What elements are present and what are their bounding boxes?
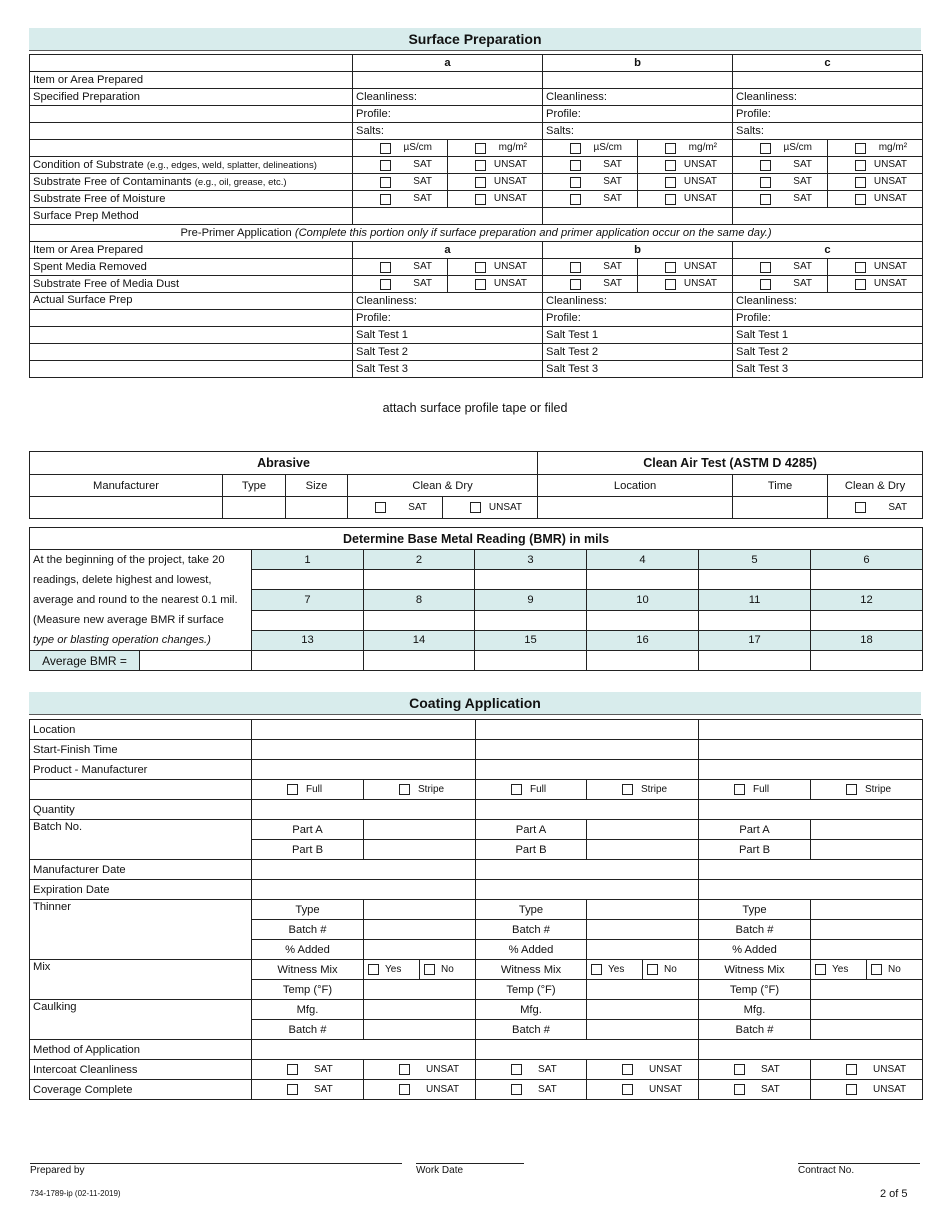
bmr-reading-input[interactable] [587,651,699,671]
prepared-by-label: Prepared by [30,1165,85,1176]
salts-b[interactable]: Salts: [543,123,733,140]
prepared-by-line[interactable] [30,1163,402,1164]
bmr-num: 4 [587,550,699,570]
bmr-num: 17 [699,630,811,650]
blank-cell [30,106,353,123]
checkbox[interactable] [734,784,745,795]
work-date-line[interactable] [416,1163,524,1164]
contract-no-line[interactable] [798,1163,920,1164]
preprimer-heading: Pre-Primer Application (Complete this portion only if surface preparation and primer application occur on the same day.) [30,225,923,242]
checkbox[interactable] [855,143,866,154]
input-cell[interactable] [699,720,923,740]
checkbox[interactable] [665,177,676,188]
input-cell[interactable] [699,740,923,760]
input-cell[interactable] [811,980,923,1000]
unit-cell: mg/m² [828,140,923,157]
attach-note: attach surface profile tape or filed [382,401,568,415]
input-cell[interactable] [252,1040,476,1060]
bmr-num: 6 [811,550,923,570]
moisture-label: Substrate Free of Moisture [30,191,353,208]
input-cell[interactable] [364,920,476,940]
actual-profile-a[interactable]: Profile: [353,310,543,327]
bmr-reading-input[interactable] [699,570,811,590]
unit-cell: mg/m² [638,140,733,157]
salts-a[interactable]: Salts: [353,123,543,140]
salt-test-1-b[interactable]: Salt Test 1 [543,327,733,344]
input-cell[interactable] [364,900,476,920]
input-cell[interactable] [252,860,476,880]
abrasive-clean-dry-header: Clean & Dry [348,475,538,497]
contract-no-label: Contract No. [798,1165,855,1176]
blank-cell [30,140,353,157]
bmr-reading-input[interactable] [811,651,923,671]
input-cell[interactable] [252,760,476,780]
bmr-num: 18 [811,630,923,650]
clean-air-title: Clean Air Test (ASTM D 4285) [538,452,923,475]
input-cell[interactable] [587,920,699,940]
work-date-label: Work Date [416,1165,464,1176]
checkbox[interactable] [570,143,581,154]
blank-cell [30,361,353,378]
input-cell[interactable] [699,880,923,900]
time-header: Time [733,475,828,497]
bmr-reading-input[interactable] [364,651,475,671]
checkbox[interactable] [470,502,481,513]
checkbox[interactable] [287,1064,298,1075]
salt-test-3-b[interactable]: Salt Test 3 [543,361,733,378]
input-cell[interactable] [476,760,699,780]
page-number: 2 of 5 [880,1188,908,1200]
bmr-title: Determine Base Metal Reading (BMR) in mils [30,528,923,550]
cleanliness-c[interactable]: Cleanliness: [733,89,923,106]
col-a-header-2: a [353,242,543,259]
checkbox[interactable] [380,262,391,273]
type-header: Type [223,475,286,497]
profile-c[interactable]: Profile: [733,106,923,123]
start-finish-label: Start-Finish Time [30,740,252,760]
actual-cleanliness-c[interactable]: Cleanliness: [733,293,923,310]
checkbox[interactable] [846,1084,857,1095]
checkbox[interactable] [622,1064,633,1075]
product-label: Product - Manufacturer [30,760,252,780]
average-bmr-label: Average BMR = [30,651,140,671]
item-area-b[interactable] [543,72,733,89]
blank-cell [30,55,353,72]
checkbox[interactable] [380,177,391,188]
bmr-num: 5 [699,550,811,570]
input-cell[interactable] [476,880,699,900]
batch-no-label: Batch No. [30,820,252,860]
checkbox[interactable] [475,143,486,154]
checkbox[interactable] [760,160,771,171]
bmr-num: 11 [699,590,811,610]
bmr-reading-input[interactable] [475,651,587,671]
item-area-label: Item or Area Prepared [30,72,353,89]
prep-method-label: Surface Prep Method [30,208,353,225]
mix-label: Mix [30,960,252,1000]
bmr-num: 13 [252,630,364,650]
condition-label: Condition of Substrate (e.g., edges, weld, splatter, delineations) [30,157,353,174]
size-header: Size [286,475,348,497]
checkbox[interactable] [622,1084,633,1095]
checkbox[interactable] [475,160,486,171]
bmr-num: 7 [252,590,364,610]
checkbox[interactable] [511,784,522,795]
contaminants-label: Substrate Free of Contaminants (e.g., oil, grease, etc.) [30,174,353,191]
salt-test-2-a[interactable]: Salt Test 2 [353,344,543,361]
bmr-num: 16 [587,630,699,650]
col-a-header: a [353,55,543,72]
bmr-reading-input[interactable] [699,610,811,630]
checkbox[interactable] [665,279,676,290]
actual-cleanliness-b[interactable]: Cleanliness: [543,293,733,310]
bmr-reading-input[interactable] [587,610,699,630]
input-cell[interactable] [252,740,476,760]
checkbox[interactable] [399,1064,410,1075]
unit-cell: µS/cm [543,140,638,157]
spent-media-label: Spent Media Removed [30,259,353,276]
checkbox[interactable] [511,1064,522,1075]
input-cell[interactable] [476,1040,699,1060]
salts-c[interactable]: Salts: [733,123,923,140]
location-header: Location [538,475,733,497]
input-cell[interactable] [699,860,923,880]
input-cell[interactable] [252,800,476,820]
cleanliness-b[interactable]: Cleanliness: [543,89,733,106]
actual-cleanliness-a[interactable]: Cleanliness: [353,293,543,310]
bmr-reading-input[interactable] [475,570,587,590]
bmr-num: 14 [364,630,475,650]
checkbox[interactable] [760,143,771,154]
quantity-label: Quantity [30,800,252,820]
blank-cell [30,780,252,800]
clean-air-time-input[interactable] [733,497,828,519]
bmr-num: 9 [475,590,587,610]
bmr-reading-input[interactable] [252,610,364,630]
checkbox[interactable] [734,1084,745,1095]
col-c-header: c [733,55,923,72]
input-cell[interactable] [587,1000,699,1020]
checkbox[interactable] [475,194,486,205]
input-cell[interactable] [364,980,476,1000]
location-label: Location [30,720,252,740]
checkbox[interactable] [475,262,486,273]
media-dust-label: Substrate Free of Media Dust [30,276,353,293]
abrasive-title: Abrasive [30,452,538,475]
checkbox[interactable] [570,262,581,273]
bmr-reading-input[interactable] [475,610,587,630]
input-cell[interactable] [587,900,699,920]
bmr-num: 15 [475,630,587,650]
checkbox[interactable] [380,143,391,154]
unit-cell: µS/cm [733,140,828,157]
input-cell[interactable] [587,1020,699,1040]
bmr-reading-input[interactable] [587,570,699,590]
checkbox[interactable] [815,964,826,975]
bmr-instructions: At the beginning of the project, take 20 readings, delete highest and lowest, average and round to the nearest 0.1 mil. (Measure new average BMR if surface type or blasting operation changes.) [30,550,252,651]
input-cell[interactable] [699,760,923,780]
checkbox[interactable] [570,177,581,188]
blank-cell [30,327,353,344]
col-b-header-2: b [543,242,733,259]
input-cell[interactable] [699,1040,923,1060]
input-cell[interactable] [811,1000,923,1020]
checkbox[interactable] [475,177,486,188]
mfr-date-label: Manufacturer Date [30,860,252,880]
checkbox[interactable] [399,784,410,795]
checkbox[interactable] [424,964,435,975]
abrasive-size-input[interactable] [286,497,348,519]
salt-test-2-b[interactable]: Salt Test 2 [543,344,733,361]
checkbox[interactable] [380,279,391,290]
abrasive-type-input[interactable] [223,497,286,519]
checkbox[interactable] [665,262,676,273]
exp-date-label: Expiration Date [30,880,252,900]
input-cell[interactable] [364,1020,476,1040]
prep-method-c[interactable] [733,208,923,225]
coating-title: Coating Application [29,692,921,715]
input-cell[interactable] [811,840,923,860]
checkbox[interactable] [570,279,581,290]
input-cell[interactable] [364,940,476,960]
bmr-num: 10 [587,590,699,610]
checkbox[interactable] [399,1084,410,1095]
checkbox[interactable] [665,143,676,154]
input-cell[interactable] [811,920,923,940]
checkbox[interactable] [855,262,866,273]
checkbox[interactable] [591,964,602,975]
input-cell[interactable] [587,980,699,1000]
checkbox[interactable] [760,177,771,188]
bmr-reading-input[interactable] [252,570,364,590]
salt-test-2-c[interactable]: Salt Test 2 [733,344,923,361]
prep-method-a[interactable] [353,208,543,225]
checkbox[interactable] [734,1064,745,1075]
input-cell[interactable] [587,840,699,860]
thinner-label: Thinner [30,900,252,960]
profile-b[interactable]: Profile: [543,106,733,123]
checkbox[interactable] [855,502,866,513]
coating-table: Location Start-Finish Time Product - Manufacturer Full Stripe Full Stripe Full Stripe Quantity Batch No. Part A Part A Part A Part B Part B Part B Manufacturer Date Expiration Date Thinner Type Type Type Batch # Batch # Batch # % Added % Added % Added Mix Witness Mix Yes No Witness Mix Yes No Witness Mix Yes No Temp (°F) Temp (°F) Temp (°F) Caulking Mfg. Mfg. Mfg. Batch # Batch # Batch # Method of Application Intercoat Cleanliness SAT UNSAT SAT UNSAT SAT UNSAT Coverage Complete SAT UNSAT SAT UNSAT SAT UNSAT [29,719,923,1100]
coverage-label: Coverage Complete [30,1080,252,1100]
checkbox[interactable] [368,964,379,975]
input-cell[interactable] [476,720,699,740]
checkbox[interactable] [665,160,676,171]
salt-test-1-c[interactable]: Salt Test 1 [733,327,923,344]
item-area-a[interactable] [353,72,543,89]
abrasive-manufacturer-input[interactable] [30,497,223,519]
actual-profile-b[interactable]: Profile: [543,310,733,327]
intercoat-label: Intercoat Cleanliness [30,1060,252,1080]
profile-a[interactable]: Profile: [353,106,543,123]
bmr-table [29,527,923,671]
bmr-reading-input[interactable] [699,651,811,671]
checkbox[interactable] [855,160,866,171]
input-cell[interactable] [364,820,476,840]
manufacturer-header: Manufacturer [30,475,223,497]
col-b-header: b [543,55,733,72]
blank-cell [30,310,353,327]
checkbox[interactable] [855,279,866,290]
caulking-label: Caulking [30,1000,252,1040]
bmr-reading-input[interactable] [364,610,475,630]
actual-profile-c[interactable]: Profile: [733,310,923,327]
item-area-c[interactable] [733,72,923,89]
bmr-num: 2 [364,550,475,570]
checkbox[interactable] [855,177,866,188]
blank-cell [30,344,353,361]
checkbox[interactable] [855,194,866,205]
input-cell[interactable] [811,1020,923,1040]
checkbox[interactable] [647,964,658,975]
checkbox[interactable] [380,160,391,171]
input-cell[interactable] [699,800,923,820]
checkbox[interactable] [287,1084,298,1095]
average-bmr-input[interactable] [140,651,252,671]
form-id: 734-1789-ip (02-11-2019) [30,1189,121,1198]
checkbox[interactable] [871,964,882,975]
checkbox[interactable] [375,502,386,513]
input-cell[interactable] [364,1000,476,1020]
prep-method-b[interactable] [543,208,733,225]
input-cell[interactable] [587,820,699,840]
checkbox[interactable] [760,279,771,290]
input-cell[interactable] [252,720,476,740]
col-c-header-2: c [733,242,923,259]
checkbox[interactable] [622,784,633,795]
input-cell[interactable] [252,880,476,900]
unit-cell: µS/cm [353,140,448,157]
checkbox[interactable] [760,262,771,273]
input-cell[interactable] [587,940,699,960]
checkbox[interactable] [570,194,581,205]
input-cell[interactable] [811,820,923,840]
unit-cell: mg/m² [448,140,543,157]
salt-test-3-a[interactable]: Salt Test 3 [353,361,543,378]
salt-test-3-c[interactable]: Salt Test 3 [733,361,923,378]
input-cell[interactable] [811,900,923,920]
checkbox[interactable] [511,1084,522,1095]
bmr-num: 3 [475,550,587,570]
blank-cell [30,123,353,140]
input-cell[interactable] [811,940,923,960]
checkbox[interactable] [380,194,391,205]
bmr-num: 8 [364,590,475,610]
clean-air-location-input[interactable] [538,497,733,519]
abrasive-table: Abrasive Clean Air Test (ASTM D 4285) Manufacturer Type Size Clean & Dry Location Time Clean & Dry SAT UNSAT SAT [29,451,923,519]
bmr-reading-input[interactable] [811,570,923,590]
method-label: Method of Application [30,1040,252,1060]
surface-prep-title: Surface Preparation [29,28,921,51]
cleanliness-a[interactable]: Cleanliness: [353,89,543,106]
checkbox[interactable] [570,160,581,171]
input-cell[interactable] [476,860,699,880]
clean-air-clean-dry-header: Clean & Dry [828,475,923,497]
bmr-num: 12 [811,590,923,610]
bmr-reading-input[interactable] [364,570,475,590]
checkbox[interactable] [846,784,857,795]
input-cell[interactable] [476,800,699,820]
specified-label: Specified Preparation [30,89,353,106]
checkbox[interactable] [475,279,486,290]
checkbox[interactable] [760,194,771,205]
salt-test-1-a[interactable]: Salt Test 1 [353,327,543,344]
input-cell[interactable] [476,740,699,760]
bmr-reading-input[interactable] [252,651,364,671]
actual-prep-label: Actual Surface Prep [30,293,353,310]
checkbox[interactable] [665,194,676,205]
bmr-num: 1 [252,550,364,570]
surface-prep-table: a b c Item or Area Prepared Specified Preparation Cleanliness: Cleanliness: Cleanliness: Profile: Profile: Profile: Salts: Salts: Salts: µS/cm mg/m² µS/cm mg/m² µS/cm mg/m² Condition of Substrate (e.g., edges, weld, splatter, delineations) SAT UNSAT SAT UNSAT SAT UNSAT Substrate Free of Contaminants (e.g., oil, grease, etc.) SAT UNSAT SAT UNSAT SAT UNSAT Substrate Free of Moisture SAT UNSAT SAT UNSAT SAT UNSAT Surface Prep Method Pre-Primer Application (Complete this portion only if surface preparation and primer application occur on the same day.) Item or Area Prepared a b c Spent Media Removed SAT UNSAT SAT UNSAT SAT UNSAT Substrate Free of Media Dust SAT UNSAT SAT UNSAT SAT UNSAT Actual Surface Prep Cleanliness: Cleanliness: Cleanliness: Profile: Profile: Profile: Salt Test 1 Salt Test 1 Salt Test 1 Salt Test 2 Salt Test 2 Salt Test 2 Salt Test 3 Salt Test 3 Salt Test 3 [29,54,923,378]
item-area-label-2: Item or Area Prepared [30,242,353,259]
bmr-reading-input[interactable] [811,610,923,630]
checkbox[interactable] [846,1064,857,1075]
checkbox[interactable] [287,784,298,795]
input-cell[interactable] [364,840,476,860]
